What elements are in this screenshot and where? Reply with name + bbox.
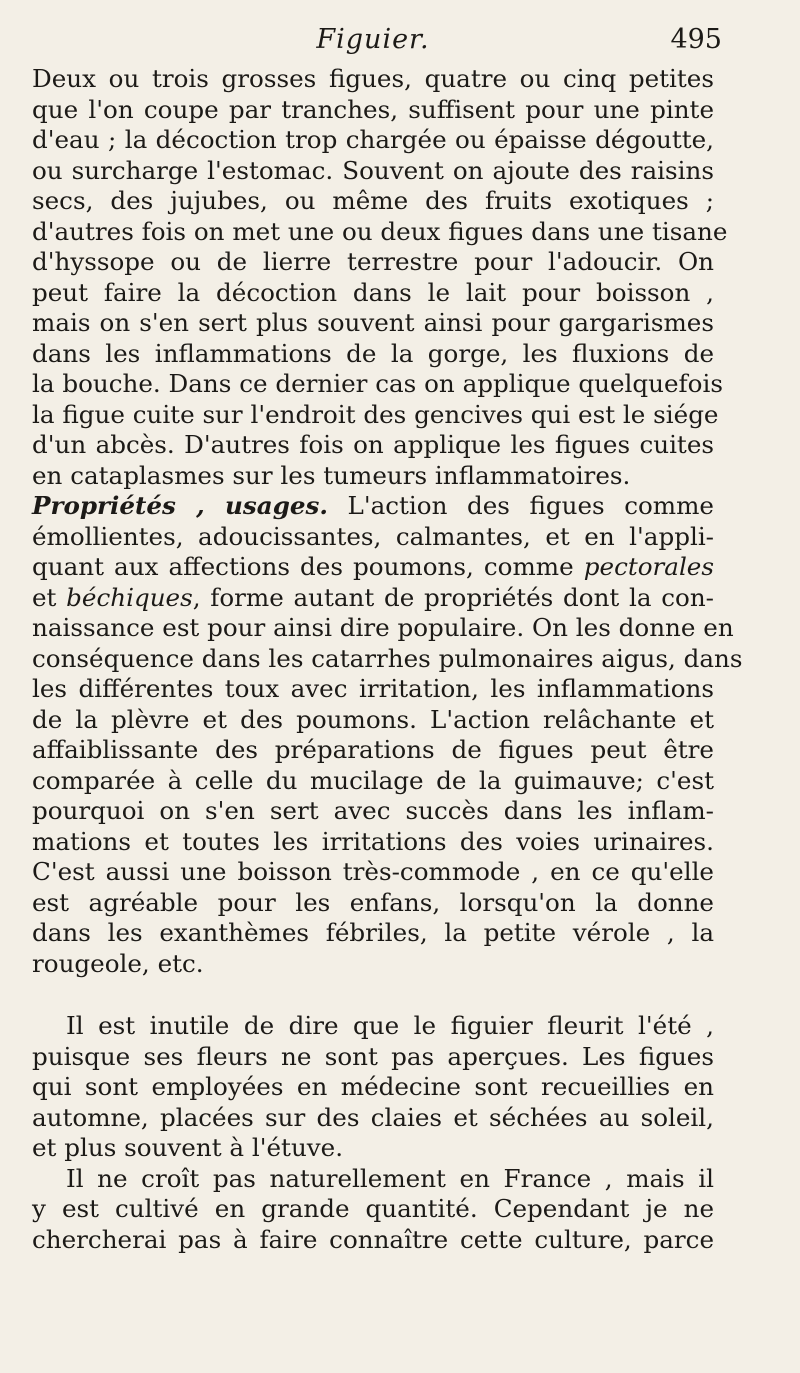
text-line: de la plèvre et des poumons. L'action relâchante et xyxy=(32,704,714,734)
text-line xyxy=(32,491,714,522)
text-line: est agréable pour les enfans, lorsqu'on la donne xyxy=(32,887,714,917)
italic-term: béchiques xyxy=(66,582,193,612)
running-title: Figuier. xyxy=(316,24,430,55)
text-line: d'un abcès. D'autres fois on applique les figues cuites xyxy=(32,430,714,459)
text-line: que l'on coupe par tranches, suffisent pour une pinte xyxy=(32,94,714,124)
paragraph-properties xyxy=(32,491,743,979)
text-line: ou surcharge l'estomac. Souvent on ajoute des raisins xyxy=(32,155,714,185)
text-line xyxy=(32,583,714,614)
text-line: C'est aussi une boisson très-commode , en ce qu'elle xyxy=(32,857,714,886)
text-line: Il est inutile de dire que le figuier fleurit l'été , xyxy=(66,1011,714,1040)
text-line: Deux ou trois grosses figues, quatre ou cinq petites xyxy=(32,64,714,93)
text-line: en cataplasmes sur les tumeurs inflammatoires. xyxy=(32,460,631,490)
text-line: et plus souvent à l'étuve. xyxy=(32,1133,344,1162)
text-line: d'eau ; la décoction trop chargée ou épaisse dégoutte, xyxy=(32,125,714,154)
text-line: d'autres fois on met une ou deux figues dans une tisane xyxy=(32,216,728,246)
text-line: comparée à celle du mucilage de la guimauve; c'est xyxy=(32,765,714,795)
text-line: affaiblissante des préparations de figues peut être xyxy=(32,735,714,764)
text-line: peut faire la décoction dans le lait pour boisson , xyxy=(32,277,714,307)
text-line: la figue cuite sur l'endroit des gencives qui est le siége xyxy=(32,399,719,429)
text-line: d'hyssope ou de lierre terrestre pour l'adoucir. On xyxy=(32,247,714,276)
text-line: puisque ses fleurs ne sont pas aperçues. Les figues xyxy=(32,1041,714,1071)
text-line: mais on s'en sert plus souvent ainsi pour gargarismes xyxy=(32,308,714,337)
text-line: mations et toutes les irritations des voies urinaires. xyxy=(32,826,714,856)
text-line: qui sont employées en médecine sont recueillies en xyxy=(32,1072,714,1101)
text-run: , forme autant de propriétés dont la con- xyxy=(192,582,714,612)
text-line: naissance est pour ainsi dire populaire. On les donne en xyxy=(32,613,734,642)
text-line: la bouche. Dans ce dernier cas on applique quelquefois xyxy=(32,369,723,398)
body-text xyxy=(32,64,743,1255)
text-line: rougeole, etc. xyxy=(32,948,204,978)
text-line: dans les exanthèmes fébriles, la petite vérole , la xyxy=(32,918,714,947)
text-run: et xyxy=(32,582,57,612)
text-run: L'action des figues comme xyxy=(347,491,714,520)
text-line: les différentes toux avec irritation, les inflammations xyxy=(32,674,714,703)
text-run: quant aux affections des poumons, comme xyxy=(32,552,574,581)
running-head xyxy=(32,20,722,64)
italic-term: pectorales xyxy=(583,552,714,581)
text-line: chercherai pas à faire connaître cette culture, parce xyxy=(32,1224,714,1254)
page-number: 495 xyxy=(670,24,722,55)
paragraph-cultivation xyxy=(32,1164,714,1256)
text-line: secs, des jujubes, ou même des fruits exotiques ; xyxy=(32,186,714,215)
text-line: dans les inflammations de la gorge, les fluxions de xyxy=(32,338,714,368)
paragraph-preparation xyxy=(32,64,728,491)
text-line: émollientes, adoucissantes, calmantes, et en l'appli- xyxy=(32,521,714,551)
text-line: automne, placées sur des claies et séchées au soleil, xyxy=(32,1102,714,1132)
text-line: Il ne croît pas naturellement en France , mais il xyxy=(66,1163,714,1193)
text-line: conséquence dans les catarrhes pulmonaires aigus, dans xyxy=(32,643,743,673)
text-line xyxy=(32,552,714,583)
text-line: pourquoi on s'en sert avec succès dans les inflam- xyxy=(32,796,714,825)
paragraph-flowering xyxy=(32,1011,714,1164)
section-heading: Propriétés , usages. xyxy=(32,491,328,520)
paragraph-spacer xyxy=(32,979,714,1011)
text-line: y est cultivé en grande quantité. Cependant je ne xyxy=(32,1194,714,1223)
